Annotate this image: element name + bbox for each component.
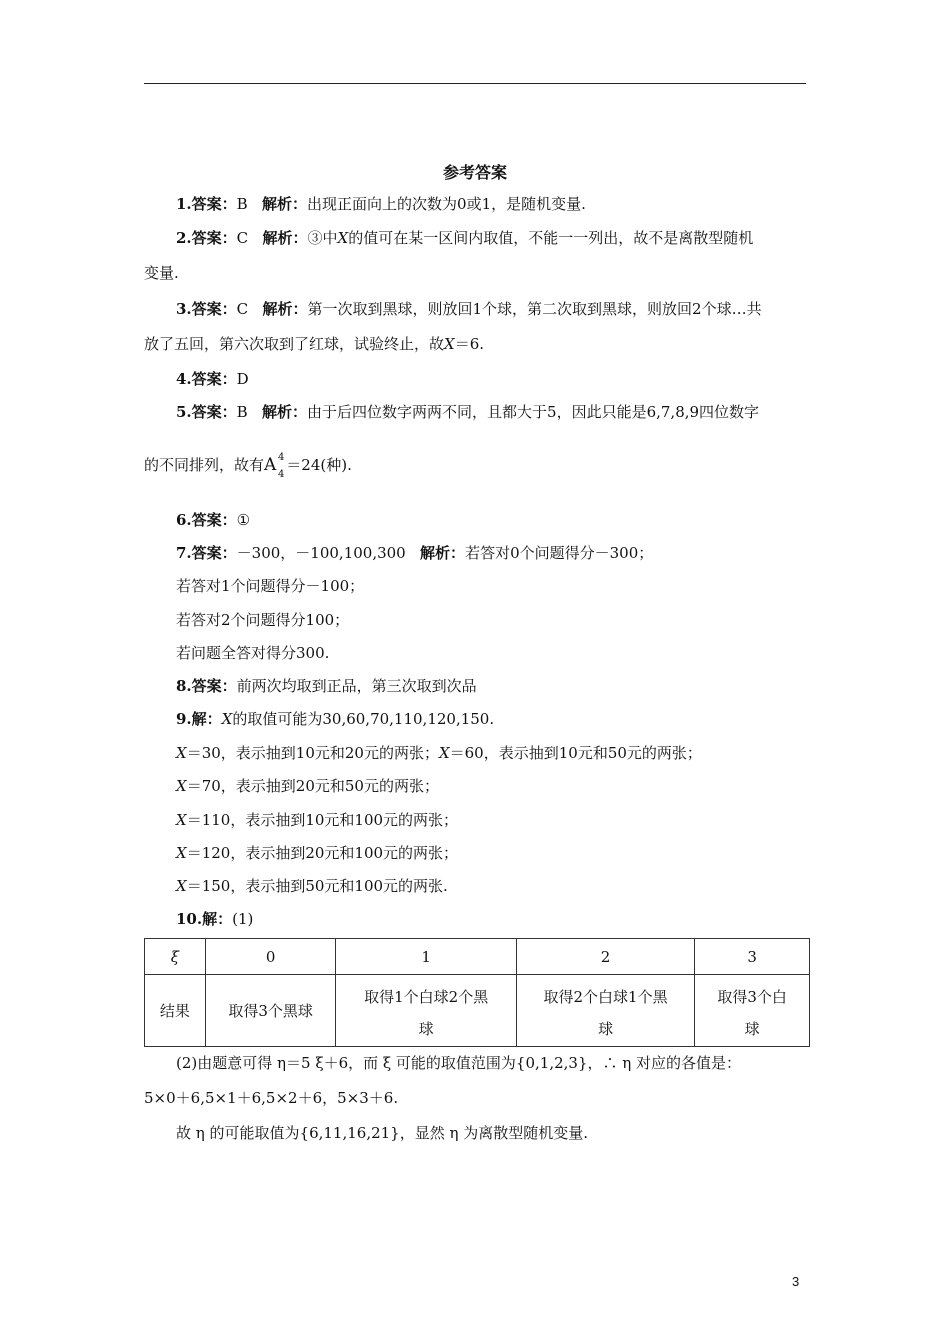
cell-line: 取得3个黑球 — [228, 1002, 313, 1020]
solution-text: 的取值可能为30,60,70,110,120,150. — [232, 710, 495, 728]
table-header-cell: 3 — [695, 939, 810, 975]
solution-text: ＝70，表示抽到20元和50元的两张； — [186, 777, 439, 795]
answer-label: 1.答案： — [176, 195, 237, 213]
answer-2-cont: 变量. — [144, 264, 179, 282]
answer-10-part2: (2)由题意可得 η＝5 ξ＋6，而 ξ 可能的取值范围为{0,1,2,3}，∴ η 对应的各值是： — [176, 1054, 742, 1072]
table-header-cell: 0 — [205, 939, 336, 975]
answer-value: ① — [236, 511, 251, 529]
distribution-table — [144, 938, 810, 1047]
explanation-label: 解析： — [262, 229, 308, 247]
answer-7-line4: 若问题全答对得分300. — [176, 644, 330, 662]
explanation-text: 放了五回，第六次取到了红球，试验终止，故 — [144, 335, 445, 353]
answer-7-line2: 若答对1个问题得分－100； — [176, 577, 365, 595]
arrangement-formula — [264, 452, 285, 480]
variable-x: X — [176, 844, 187, 862]
page-number: 3 — [792, 1274, 800, 1289]
answer-value: B — [236, 403, 248, 421]
answer-label: 4.答案： — [176, 370, 237, 388]
table-header-cell: ξ — [145, 939, 206, 975]
answer-10-conclusion: 故 η 的可能取值为{6,11,16,21}，显然 η 为离散型随机变量. — [176, 1124, 589, 1142]
explanation-label: 解析： — [262, 300, 308, 318]
variable-x: X — [176, 811, 187, 829]
table-cell — [695, 975, 810, 1047]
answer-7-line3: 若答对2个问题得分100； — [176, 611, 350, 629]
answer-value: －300，－100,100,300 — [236, 544, 406, 562]
solution-text: ＝60，表示抽到10元和50元的两张； — [449, 744, 702, 762]
answer-value: C — [236, 300, 249, 318]
variable-x: X — [176, 777, 187, 795]
answer-6 — [176, 509, 250, 531]
variable-x: X — [176, 744, 187, 762]
table-cell — [516, 975, 694, 1047]
answer-label: 3.答案： — [176, 300, 237, 318]
subscript: 4 — [278, 469, 285, 480]
cell-line: 取得2个白球1个黑 — [543, 987, 668, 1006]
header-rule — [144, 83, 806, 84]
answer-label: 7.答案： — [176, 544, 237, 562]
variable-x: X — [337, 229, 349, 247]
explanation-text: 若答对0个问题得分－300； — [465, 544, 654, 562]
answer-label: 8.答案： — [176, 677, 237, 695]
answer-value: C — [236, 229, 249, 247]
table-header-cell: 2 — [516, 939, 694, 975]
solution-text: (1) — [232, 910, 254, 928]
explanation-text: ＝24(种). — [286, 456, 352, 474]
answer-3-cont — [144, 333, 484, 355]
answer-10-part2-values: 5×0＋6,5×1＋6,5×2＋6，5×3＋6. — [144, 1089, 399, 1107]
explanation-text: 出现正面向上的次数为0或1，是随机变量. — [307, 195, 586, 213]
answer-9-line3 — [176, 775, 439, 797]
answer-2 — [176, 227, 753, 249]
explanation-label: 解析： — [420, 544, 466, 562]
explanation-text: 第一次取到黑球，则放回1个球，第二次取到黑球，则放回2个球…共 — [307, 300, 762, 318]
answer-label: 5.答案： — [176, 403, 237, 421]
answer-7 — [176, 542, 653, 564]
arrangement-symbol: A — [264, 455, 277, 475]
answer-10 — [176, 908, 253, 930]
explanation-label: 解析： — [262, 195, 308, 213]
explanation-text: 的不同排列，故有 — [144, 456, 265, 474]
cell-line: 球 — [418, 1019, 434, 1038]
table-row — [145, 975, 810, 1047]
explanation-label: 解析： — [262, 403, 308, 421]
table-cell — [336, 975, 516, 1047]
solution-text: ＝110，表示抽到10元和100元的两张； — [186, 811, 459, 829]
answer-label: 9.解： — [176, 710, 222, 728]
explanation-text: ③中 — [307, 229, 338, 247]
variable-x: X — [438, 744, 450, 762]
variable-x: X — [176, 877, 187, 895]
explanation-text: 的值可在某一区间内取值，不能一一列出，故不是离散型随机 — [348, 229, 754, 247]
answer-value: D — [236, 370, 249, 388]
variable-x: X — [221, 710, 233, 728]
cell-line: 球 — [598, 1019, 614, 1038]
answer-label: 2.答案： — [176, 229, 237, 247]
cell-line: 球 — [744, 1019, 760, 1038]
answer-9-line2 — [176, 742, 702, 764]
table-row-label: 结果 — [145, 975, 206, 1047]
table-cell — [205, 975, 336, 1047]
answer-3 — [176, 298, 762, 320]
answer-9-line6 — [176, 875, 448, 897]
solution-text: ＝150，表示抽到50元和100元的两张. — [186, 877, 448, 895]
explanation-text: ＝6. — [454, 335, 485, 353]
answer-8 — [176, 675, 477, 697]
superscript: 4 — [278, 452, 285, 463]
table-header-row — [145, 939, 810, 975]
cell-line: 取得3个白 — [717, 987, 787, 1006]
solution-text: ＝30，表示抽到10元和20元的两张； — [186, 744, 439, 762]
variable-x: X — [444, 335, 455, 353]
answer-9 — [176, 708, 494, 730]
answer-5 — [176, 401, 759, 423]
solution-text: ＝120，表示抽到20元和100元的两张； — [186, 844, 459, 862]
answer-9-line4 — [176, 809, 458, 831]
answer-label: 10.解： — [176, 910, 233, 928]
cell-line: 取得1个白球2个黑 — [364, 987, 489, 1006]
explanation-text: 由于后四位数字两两不同，且都大于5，因此只能是6,7,8,9四位数字 — [307, 403, 760, 421]
answer-4 — [176, 368, 249, 390]
answer-5-cont — [144, 452, 352, 480]
answer-9-line5 — [176, 842, 458, 864]
answer-value: 前两次均取到正品，第三次取到次品 — [236, 677, 477, 695]
section-title: 参考答案 — [442, 163, 507, 182]
answer-value: B — [236, 195, 248, 213]
table-header-cell: 1 — [336, 939, 516, 975]
answer-1 — [176, 193, 586, 215]
answer-label: 6.答案： — [176, 511, 237, 529]
